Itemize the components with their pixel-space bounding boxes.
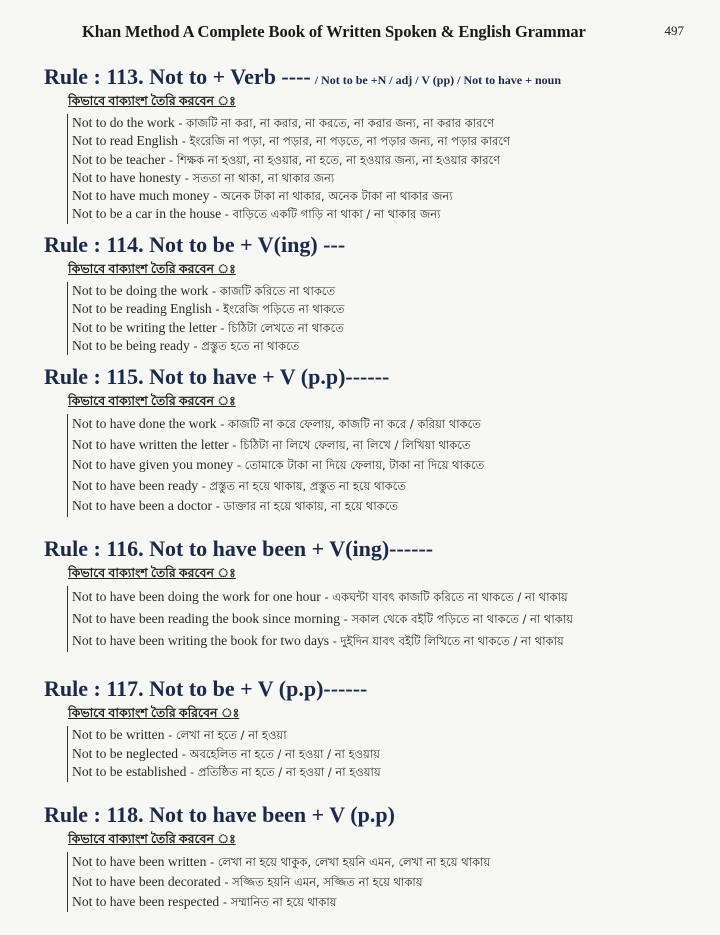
book-title: Khan Method A Complete Book of Written Spoken & English Grammar bbox=[82, 22, 586, 41]
example-line: Not to have much money - অনেক টাকা না থাকার, অনেক টাকা না থাকার জন্য bbox=[72, 188, 453, 204]
rule-title: Rule : 113. Not to + Verb ---- bbox=[44, 64, 311, 89]
example-line: Not to be written - লেখা না হতে / না হওয়া bbox=[72, 727, 287, 742]
example-line: Not to have been writing the book for two days - দুইদিন যাবৎ বইটি লিখিতে না থাকতে / না থাকায় bbox=[72, 633, 564, 648]
example-line: Not to be established - প্রতিষ্ঠিত না হতে / না হওয়া / না হওয়ায় bbox=[72, 764, 381, 779]
example-line: Not to have been respected - সম্মানিত না হয়ে থাকায় bbox=[72, 894, 337, 909]
rule-title: Rule : 114. Not to be + V(ing) --- bbox=[44, 232, 346, 257]
rule-heading bbox=[44, 534, 720, 564]
howto-label: কিভাবে বাক্যাংশ তৈরি করবেন ঃ bbox=[68, 262, 236, 276]
example-line: Not to be being ready - প্রস্তুত হতে না থাকতে bbox=[72, 337, 300, 353]
example-line: Not to have been ready - প্রস্তুত না হয়ে থাকায়, প্রস্তুত না হয়ে থাকতে bbox=[72, 477, 407, 493]
rule-title: Rule : 117. Not to be + V (p.p)------ bbox=[44, 676, 368, 701]
example-list bbox=[67, 114, 720, 224]
example-line: Not to be teacher - শিক্ষক না হওয়া, না হওয়ার, না হতে, না হওয়ার জন্য, না হওয়ার কারণে bbox=[72, 151, 501, 167]
example-line: Not to have been reading the book since morning - সকাল থেকে বইটি পড়িতে না থাকতে / না থাকায় bbox=[72, 611, 573, 626]
rule-118 bbox=[0, 800, 720, 912]
example-list bbox=[67, 586, 720, 652]
example-list bbox=[67, 852, 720, 912]
rule-heading bbox=[44, 800, 720, 830]
example-line: Not to read English - ইংরেজি না পড়া, না পড়ার, না পড়তে, না পড়ার জন্য, না পড়ার কারণে bbox=[72, 133, 510, 149]
example-line: Not to have honesty - সততা না থাকা, না থাকার জন্য bbox=[72, 169, 335, 185]
rule-heading bbox=[44, 230, 720, 260]
howto-label: কিভাবে বাক্যাংশ তৈরি করবেন ঃ bbox=[68, 94, 236, 108]
rule-title: Rule : 118. Not to have been + V (p.p) bbox=[44, 802, 395, 827]
rule-title: Rule : 116. Not to have been + V(ing)------ bbox=[44, 536, 434, 561]
example-line: Not to be neglected - অবহেলিত না হতে / না হওয়া / না হওয়ায় bbox=[72, 745, 380, 761]
example-line: Not to have done the work - কাজটি না করে ফেলায়, কাজটি না করে / করিয়া থাকতে bbox=[72, 416, 481, 431]
rule-115 bbox=[0, 362, 720, 517]
howto-label: কিভাবে বাক্যাংশ তৈরি করবেন ঃ bbox=[68, 394, 236, 408]
example-line: Not to do the work - কাজটি না করা, না করার, না করতে, না করার জন্য, না করার কারণে bbox=[72, 115, 495, 130]
example-line: Not to be a car in the house - বাড়িতে একটি গাড়ি না থাকা / না থাকার জন্য bbox=[72, 206, 441, 222]
page-number: 497 bbox=[664, 23, 684, 38]
rule-heading bbox=[44, 674, 720, 704]
howto-label: কিভাবে বাক্যাংশ তৈরি করিবেন ঃ bbox=[68, 706, 240, 720]
example-line: Not to have been written - লেখা না হয়ে থাকুক, লেখা হয়নি এমন, লেখা না হয়ে থাকায় bbox=[72, 854, 491, 869]
rule-117 bbox=[0, 674, 720, 782]
example-line: Not to be doing the work - কাজটি করিতে না থাকতে bbox=[72, 283, 336, 298]
example-line: Not to be writing the letter - চিঠিটা লেখতে না থাকতে bbox=[72, 319, 344, 335]
rule-title: Rule : 115. Not to have + V (p.p)------ bbox=[44, 364, 390, 389]
example-line: Not to have been a doctor - ডাক্তার না হয়ে থাকায়, না হয়ে থাকতে bbox=[72, 498, 399, 513]
rule-heading bbox=[44, 362, 720, 392]
howto-label: কিভাবে বাক্যাংশ তৈরি করবেন ঃ bbox=[68, 566, 236, 580]
example-list bbox=[67, 726, 720, 782]
rule-114 bbox=[0, 230, 720, 355]
rule-subtitle: / Not to be +N / adj / V (pp) / Not to have + noun bbox=[314, 73, 561, 87]
example-line: Not to have been decorated - সজ্জিত হয়নি এমন, সজ্জিত না হয়ে থাকায় bbox=[72, 874, 423, 889]
example-list bbox=[67, 282, 720, 355]
rule-116 bbox=[0, 534, 720, 652]
example-line: Not to have written the letter - চিঠিটা না লিখে ফেলায়, না লিখে / লিখিয়া থাকতে bbox=[72, 436, 471, 452]
rule-heading bbox=[44, 62, 720, 92]
example-line: Not to have been doing the work for one hour - একঘন্টা যাবৎ কাজটি করিতে না থাকতে / না থাকায় bbox=[72, 589, 568, 604]
example-list bbox=[67, 414, 720, 517]
example-line: Not to have given you money - তোমাকে টাকা না দিয়ে ফেলায়, টাকা না দিয়ে থাকতে bbox=[72, 457, 485, 472]
howto-label: কিভাবে বাক্যাংশ তৈরি করবেন ঃ bbox=[68, 832, 236, 846]
page-header bbox=[0, 22, 720, 46]
example-line: Not to be reading English - ইংরেজি পড়িতে না থাকতে bbox=[72, 301, 345, 317]
rule-113 bbox=[0, 62, 720, 224]
